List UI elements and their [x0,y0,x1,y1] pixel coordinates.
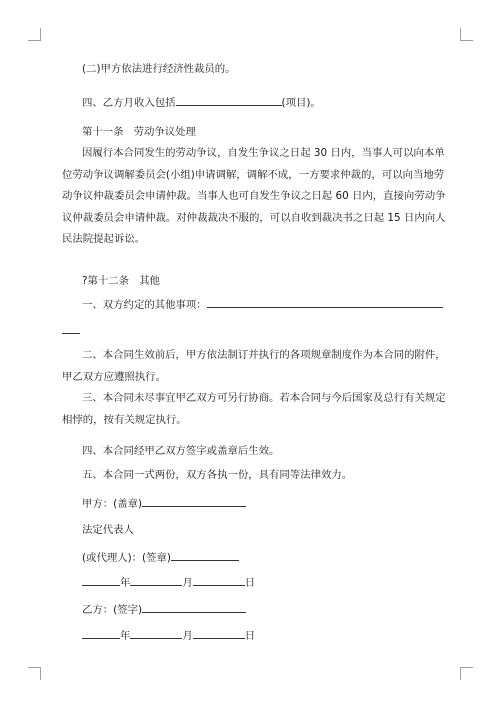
paragraph-line: 二、本合同生效前后，甲方依法制订并执行的各项规章制度作为本合同的附件， [82,349,446,361]
month-blank[interactable] [130,575,182,586]
party-a-seal-line [82,496,246,511]
article-11-title: 劳动争议处理 [133,126,196,138]
paragraph-line: 甲乙双方应遵照执行。 [62,371,166,383]
agent-signature-line [82,550,239,565]
monthly-income-blank[interactable] [176,95,282,106]
monthly-income-line [82,95,321,110]
year-label: 年 [120,630,131,642]
year-label: 年 [120,577,131,589]
article-12-title: 其他 [139,275,160,287]
paragraph-line: 三、本合同未尽事宜甲乙双方可另行协商。若本合同与今后国家及总行有关规定 [82,392,446,404]
crop-mark-bottom-right [460,667,473,680]
monthly-income-suffix: (项目)。 [281,97,321,109]
party-a-seal-label: 甲方：(盖章) [82,498,143,510]
day-label: 日 [244,577,256,589]
paragraph-line: 动争议仲裁委员会申请仲裁。当事人也可自发生争议之日起 60 日内，直接向劳动争 [62,190,446,202]
article-11-heading [82,126,196,139]
year-blank[interactable] [82,628,120,639]
day-label: 日 [244,630,256,642]
paragraph-line: 四、本合同经甲乙双方签字或盖章后生效。 [82,445,280,457]
paragraph-line: 民法院提起诉讼。 [62,233,146,245]
date-line-party-a [82,575,255,590]
agent-signature-blank[interactable] [171,550,239,561]
other-matters-label: 一、双方约定的其他事项： [82,299,207,311]
party-b-signature-blank[interactable] [142,602,246,613]
month-label: 月 [182,577,193,589]
monthly-income-label: 四、乙方月收入包括 [82,97,176,109]
paragraph-line: 议仲裁委员会申请仲裁。对仲裁裁决不服的，可以自收到裁决书之日起 15 日内向人 [62,212,446,224]
legal-representative-label: 法定代表人 [82,524,134,536]
party-b-signature-line [82,602,246,617]
crop-mark-bottom-left [28,667,41,680]
day-blank[interactable] [193,628,245,639]
article-12-number: ?第十二条 [82,275,130,287]
agent-signature-label: (或代理人)：(签章) [82,552,171,564]
month-label: 月 [182,630,193,642]
day-blank[interactable] [193,575,245,586]
article-12-heading [82,275,160,288]
other-matters-blank-continued[interactable] [62,323,80,338]
paragraph-line: 五、本合同一式两份，双方各执一份，具有同等法律效力。 [82,469,353,481]
crop-mark-top-left [28,28,41,41]
date-line-party-b [82,628,255,643]
crop-mark-top-right [460,28,473,41]
paragraph-line: 因履行本合同发生的劳动争议，自发生争议之日起 30 日内，当事人可以向本单 [82,147,445,159]
paragraph-line: 相悖的，按有关规定执行。 [62,414,187,426]
article-11-number: 第十一条 [82,126,124,138]
year-blank[interactable] [82,575,120,586]
clause-layoff-text: (二)甲方依法进行经济性裁员的。 [82,63,236,75]
party-b-signature-label: 乙方：(签字) [82,604,143,616]
other-matters-line [82,297,443,312]
other-matters-blank[interactable] [207,297,443,308]
paragraph-line: 位劳动争议调解委员会(小组)申请调解，调解不成，一方要求仲裁的，可以向当地劳 [62,169,445,181]
month-blank[interactable] [130,628,182,639]
party-a-seal-blank[interactable] [142,496,246,507]
